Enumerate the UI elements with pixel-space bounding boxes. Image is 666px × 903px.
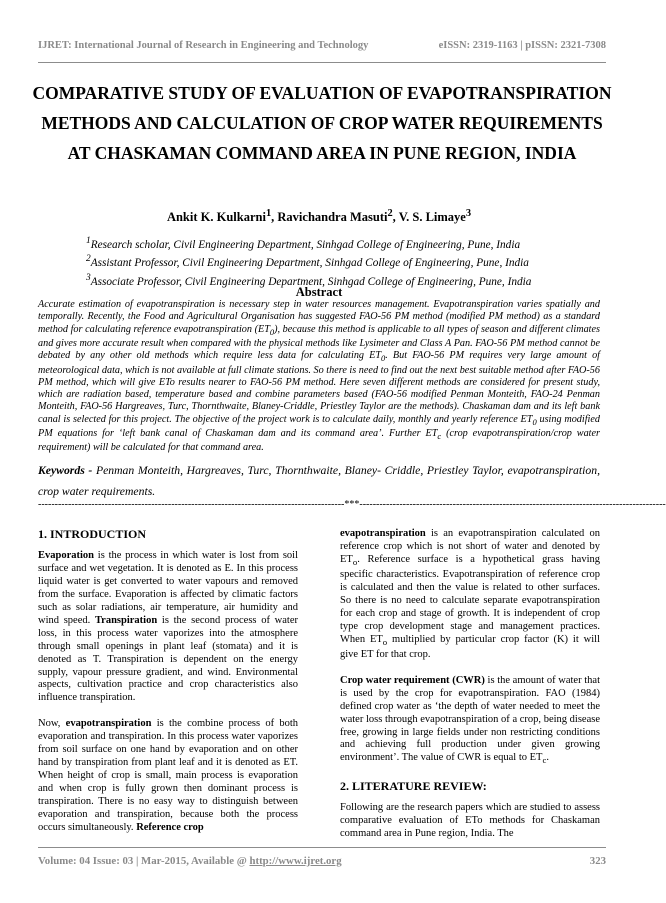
- left-column: [38, 528, 298, 848]
- issn: eISSN: 2319-1163 | pISSN: 2321-7308: [438, 40, 606, 51]
- abstract-text: Accurate estimation of evapotranspiration is necessary step in water resources management. Evapotranspiration varies spatially and temporally. Recently, the Food and Agricultural Organisation has suggested FAO-56 PM method (modified PM method) as a standard method for calculating reference evapotranspiration $(ET_0)$, because this method is applicable to all types of season and different climates and gives more accurate result when compared with the physical methods like Lysimeter and Class A Pan. FAO-56 PM method cannot be debated by any other old methods which require less data for calculating $ET_0$. But FAO-56 PM requires very large amount of meteorological data, which is not available at full climate stations. So there is need to find out the next best suitable method after FAO-56 PM method, which will give ETo results nearer to FAO-56 PM method. Here seven different methods are considered for present study, which are radiation based, temperature based and combine parameters based (FAO-56 modified Penman Monteith, FAO-24 Penman Monteith, FAO-56 Hargreaves, Turc, Thornthwaite, Blaney-Criddle, Priestley Taylor are the methods). Chaskaman dam and its left bank canal is selected for this project. The objective of the project work is to calculate daily, monthly and yearly reference $ET_0$ using modified PM equations for ‘left bank canal of Chaskaman dam and its command area’. Further $ET_c$ (crop evapotranspiration/crop water requirement) will be calculated for that command area.: [38, 299, 601, 454]
- affiliation: $^1$Research scholar, Civil Engineering Department, Sinhgad College of Engineering, Pune, India: [86, 236, 521, 251]
- paragraph: Now, evapotranspiration is the combine process of both evaporation and transpiration. In this process water vaporizes from soil surface on one hand by evaporation and on other hand by transpiration from plant leaf and it is denoted as ET. When height of crop is small, main process is evaporation and when crop is fully grown then dominant process is transpiration. There is no easy way to distinguish between evaporation and transpiration, because both the process occurs simultaneously. Reference crop: [38, 718, 299, 834]
- volume-info: Volume: 04 Issue: 03 | Mar-2015, Available @: [38, 855, 250, 867]
- running-header: [38, 40, 606, 54]
- keywords-text: Penman Monteith, Hargreaves, Turc, Thornthwaite, Blaney- Criddle, Priestley Taylor, evapotranspiration, crop water requirements.: [38, 464, 600, 498]
- abstract-heading: Abstract: [295, 285, 343, 299]
- author-sup: 3: [465, 208, 472, 219]
- paragraph: Crop water requirement (CWR) is the amount of water that is used by the crop for evapotranspiration. FAO (1984) defined crop water as ‘the depth of water needed to meet the water loss through evapotranspiration of a crop, being disease free, growing in large fields under non restricting conditions and achieving full production under given growing environment’. The value of CWR is equal to $ET_c$.: [340, 674, 600, 766]
- keywords: Keywords - Penman Monteith, Hargreaves, Turc, Thornthwaite, Blaney- Criddle, Priestley Taylor, evapotranspiration, crop water requirements.: [38, 464, 600, 498]
- page-number: 323: [589, 855, 606, 867]
- keywords-label: Keywords: [38, 464, 85, 477]
- affiliation: $^2$Assistant Professor, Civil Engineering Department, Sinhgad College of Engineering, Pune, India: [86, 254, 529, 270]
- section-heading-introduction: 1. INTRODUCTION: [38, 527, 147, 541]
- running-footer: [38, 855, 606, 867]
- journal-name: IJRET: International Journal of Research in Engineering and Technology: [38, 40, 369, 51]
- journal-link[interactable]: http://www.ijret.org: [249, 855, 342, 867]
- author-name: V. S. Limaye: [398, 210, 466, 225]
- paragraph: evapotranspiration is an evapotranspiration calculated on reference crop which is not short of water and denoted by $ET_o$. Reference surface is a hypothetical grass having specific characteristics. Evapotranspiration of reference crop is calculated and then the value is related to other surfaces. So there is no need to calculate separate evapotranspiration for each crop and stage of growth. It is independent of crop type crop development stage and management practices. When $ET_o$ multiplied by particular crop factor (K) it will give ET for that crop.: [340, 528, 600, 660]
- right-column: [340, 528, 600, 854]
- author-name: Ankit K. Kulkarni: [166, 210, 266, 225]
- affiliation: $^3$Associate Professor, Civil Engineering Department, Sinhgad College of Engineering, Pune, India: [86, 272, 532, 288]
- section-separator: --------------------------------------------------------------------------------------------***--------------------------------------------------------------------------------------------: [38, 499, 666, 510]
- author-name: Ravichandra Masuti: [277, 210, 388, 225]
- author-sup: 2: [387, 208, 393, 219]
- paragraph: Following are the research papers which are studied to assess comparative evaluation of ETo methods for Chaskaman command area in Pune region, India. The: [340, 802, 600, 840]
- footer-rule: [38, 847, 606, 848]
- section-heading-literature-review: 2. LITERATURE REVIEW:: [340, 779, 487, 794]
- paper-title: COMPARATIVE STUDY OF EVALUATION OF EVAPOTRANSPIRATION METHODS AND CALCULATION OF CROP WATER REQUIREMENTS AT CHASKAMAN COMMAND AREA IN PUNE REGION, INDIA: [32, 83, 612, 163]
- author-sup: 1: [265, 208, 272, 219]
- paragraph: Evaporation is the process in which water is lost from soil surface and wet vegetation. It is denoted as E. In this process liquid water is get converted to water vapours and removed from the surface. Evaporation is affected by climatic factors such as solar radiations, air temperature, air humidity and wind speed. Transpiration is the second process of water loss, in this process water vaporizes into the atmosphere through small openings in plant leaf (stomata) and it is denoted as T. Transpiration is dependent on the energy supply, vapour pressure gradient, and wind. Environmental aspects, cultivation practice and crop characteristics also influence transpiration.: [38, 549, 298, 704]
- affiliations: [86, 234, 566, 289]
- author-list: Ankit K. Kulkarni$^1$, Ravichandra Masuti$^2$, V. S. Limaye$^3$: [166, 208, 472, 225]
- header-rule: [38, 62, 606, 63]
